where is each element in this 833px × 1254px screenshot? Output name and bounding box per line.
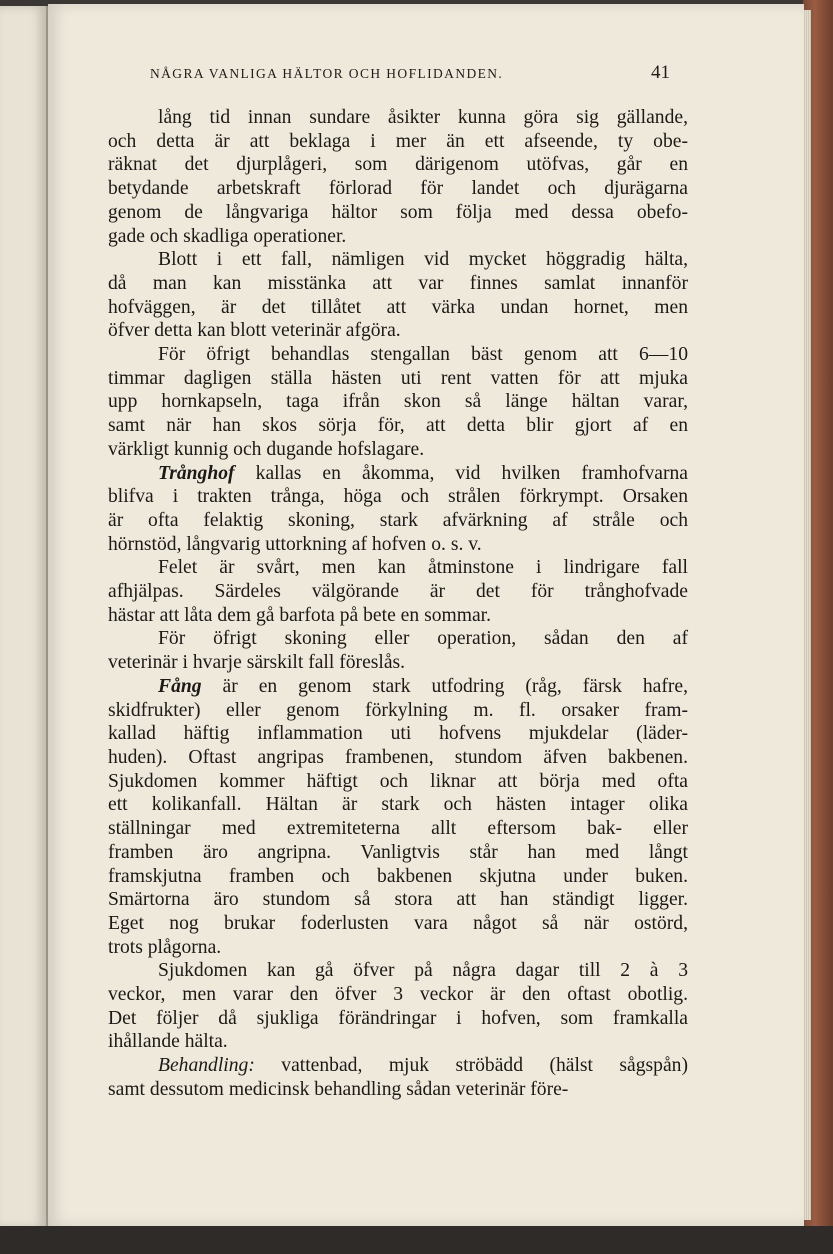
running-header — [150, 62, 670, 83]
text-line — [108, 462, 688, 486]
text-line: kallad häftig inflammation uti hofvens mjukdelar (läder- — [108, 723, 688, 745]
text-line: hästar att låta dem gå barfota på bete en sommar. — [108, 604, 492, 626]
text-line: betydande arbetskraft förlorad för landet och djurägarna — [108, 178, 688, 200]
text-line: framskjutna framben och bakbenen skjutna under buken. — [108, 865, 688, 887]
text-line: För öfrigt behandlas stengallan bäst genom att 6—10 — [158, 344, 688, 366]
text-line: Sjukdomen kommer häftigt och liknar att börja med ofta — [108, 770, 688, 792]
text-line: huden). Oftast angripas frambenen, stundom äfven bakbenen. — [108, 746, 688, 768]
text-line: timmar dagligen ställa hästen uti rent vatten för att mjuka — [108, 367, 688, 389]
defined-term: Fång — [158, 675, 202, 697]
facing-page-edge — [0, 6, 48, 1228]
text-line: blifva i trakten trånga, höga och strålen förkrympt. Orsaken — [108, 486, 688, 508]
text-line: veckor, men varar den öfver 3 veckor är den oftast obotlig. — [108, 984, 688, 1006]
text-line: afhjälpas. Särdeles välgörande är det för trånghofvade — [108, 581, 688, 603]
text-line: ihållande hälta. — [108, 1031, 228, 1053]
text-line: Sjukdomen kan gå öfver på några dagar till 2 à 3 — [158, 960, 688, 982]
text-line: värkligt kunnig och dugande hofslagare. — [108, 438, 425, 460]
text-line: räknat det djurplågeri, som därigenom utöfvas, går en — [108, 154, 688, 176]
text-line: Eget nog brukar foderlusten vara något så när ostörd, — [108, 912, 688, 934]
text-line: För öfrigt skoning eller operation, sådan den af — [158, 628, 688, 650]
line-text: kallas en åkomma, vid hvilken framhofvarna — [234, 462, 688, 484]
text-line: öfver detta kan blott veterinär afgöra. — [108, 320, 401, 342]
running-title: NÅGRA VANLIGA HÄLTOR OCH HOFLIDANDEN. — [150, 66, 504, 81]
scan-background — [0, 1226, 833, 1254]
text-line: hörnstöd, långvarig uttorkning af hofven o. s. v. — [108, 533, 482, 555]
text-line: trots plågorna. — [108, 936, 222, 958]
text-line: ställningar med extremiteterna allt eftersom bak- eller — [108, 818, 688, 840]
text-line: samt när han skos sörja för, att detta blir gjort af en — [108, 415, 688, 437]
text-line: Blott i ett fall, nämligen vid mycket höggradig hälta, — [158, 249, 688, 271]
text-line: hofväggen, är det tillåtet att värka undan hornet, men — [108, 296, 688, 318]
text-line: framben äro angripna. Vanligtvis står han med långt — [108, 841, 688, 863]
text-line: samt dessutom medicinsk behandling sådan veterinär före- — [108, 1078, 569, 1100]
defined-term: Trånghof — [158, 462, 235, 484]
text-line: då man kan misstänka att var finnes samlat innanför — [108, 272, 688, 294]
page-number: 41 — [651, 62, 670, 83]
text-line: veterinär i hvarje särskilt fall föreslås. — [108, 652, 406, 674]
text-line: gade och skadliga operationer. — [108, 225, 347, 247]
text-line: skidfrukter) eller genom förkylning m. fl. orsaker fram- — [108, 699, 688, 721]
body-text — [108, 106, 688, 1102]
text-line: och detta är att beklaga i mer än ett afseende, ty obe- — [108, 130, 688, 152]
text-line: Det följer då sjukliga förändringar i hofven, som framkalla — [108, 1007, 688, 1029]
text-line: upp hornkapseln, taga ifrån skon så länge hältan varar, — [108, 391, 688, 413]
line-text: vattenbad, mjuk ströbädd (hälst sågspån) — [254, 1055, 688, 1077]
line-text: är en genom stark utfodring (råg, färsk hafre, — [201, 675, 688, 697]
text-line: ett kolikanfall. Hältan är stark och hästen intager olika — [108, 794, 688, 816]
text-line: är ofta felaktig skoning, stark afvärkning af stråle och — [108, 509, 688, 531]
text-line — [108, 675, 688, 699]
text-line: Smärtorna äro stundom så stora att han ständigt ligger. — [108, 889, 688, 911]
text-line: Felet är svårt, men kan åtminstone i lindrigare fall — [158, 557, 688, 579]
text-line — [108, 1054, 688, 1078]
text-line: lång tid innan sundare åsikter kunna göra sig gällande, — [158, 107, 688, 128]
defined-term: Behandling: — [158, 1055, 255, 1077]
text-line: genom de långvariga hältor som följa med dessa obefo- — [108, 201, 688, 223]
